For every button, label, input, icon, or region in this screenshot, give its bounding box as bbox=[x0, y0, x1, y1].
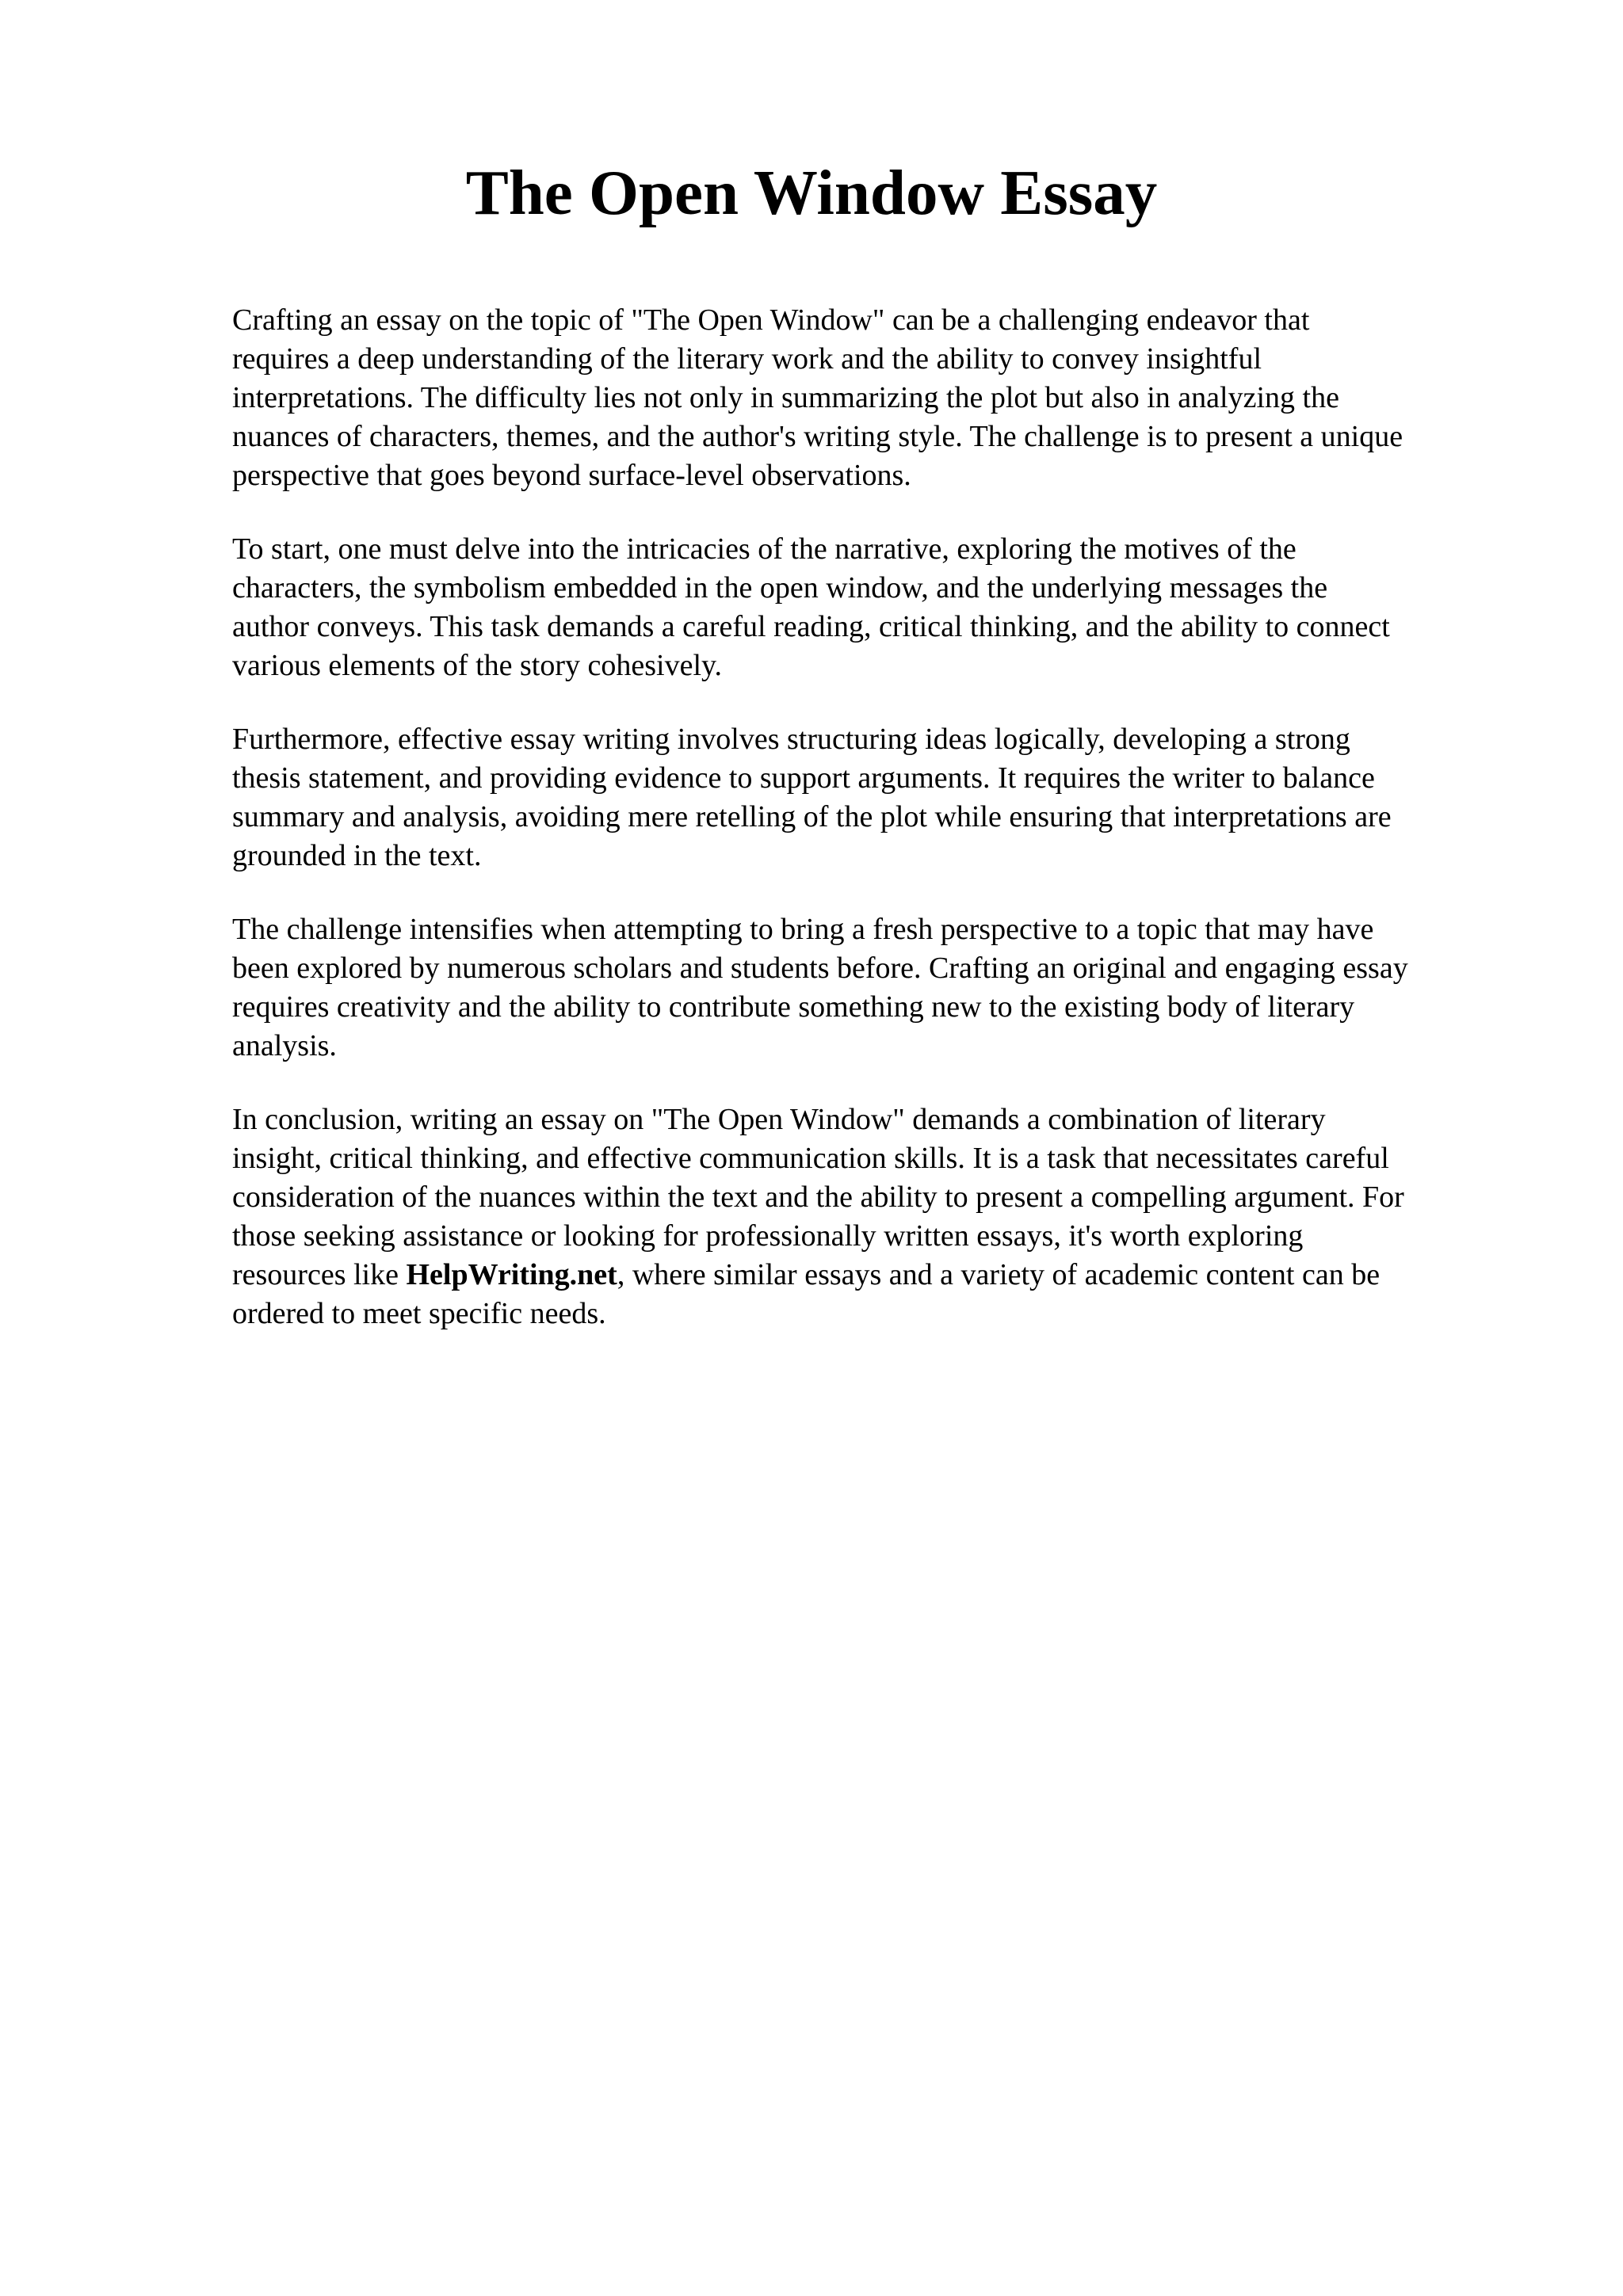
essay-body bbox=[232, 301, 1532, 1368]
paragraph-1 bbox=[232, 301, 1532, 495]
paragraph-line: analysis. bbox=[232, 1029, 337, 1062]
paragraph-line: consideration of the nuances within the text and the ability to present a compelling argument. For bbox=[232, 1180, 1404, 1214]
paragraph-line: been explored by numerous scholars and students before. Crafting an original and engaging essay bbox=[232, 952, 1408, 985]
paragraph-line: ordered to meet specific needs. bbox=[232, 1297, 606, 1330]
paragraph-line: various elements of the story cohesively. bbox=[232, 649, 723, 682]
link-suffix-text: , where similar essays and a variety of academic content can be bbox=[617, 1258, 1381, 1291]
paragraph-line: Furthermore, effective essay writing involves structuring ideas logically, developing a strong bbox=[232, 723, 1350, 756]
paragraph-line: those seeking assistance or looking for professionally written essays, it's worth exploring bbox=[232, 1219, 1304, 1253]
paragraph-line: characters, the symbolism embedded in the open window, and the underlying messages the bbox=[232, 571, 1328, 605]
paragraph-line: nuances of characters, themes, and the author's writing style. The challenge is to present a unique bbox=[232, 420, 1403, 453]
paragraph-line: interpretations. The difficulty lies not only in summarizing the plot but also in analyzing the bbox=[232, 381, 1339, 414]
paragraph-line: perspective that goes beyond surface-level observations. bbox=[232, 459, 911, 492]
paragraph-line: The challenge intensifies when attempting to bring a fresh perspective to a topic that may have bbox=[232, 913, 1374, 946]
paragraph-line: grounded in the text. bbox=[232, 839, 482, 872]
paragraph-5 bbox=[232, 1100, 1532, 1333]
helpwriting-link[interactable]: HelpWriting.net bbox=[406, 1258, 617, 1291]
paragraph-4 bbox=[232, 910, 1532, 1066]
paragraph-2 bbox=[232, 530, 1532, 685]
paragraph-3 bbox=[232, 720, 1532, 875]
paragraph-line: summary and analysis, avoiding mere retelling of the plot while ensuring that interpretations are bbox=[232, 800, 1392, 833]
link-prefix-text: resources like bbox=[232, 1258, 407, 1291]
paragraph-line-with-link bbox=[232, 1256, 1532, 1295]
paragraph-line: thesis statement, and providing evidence to support arguments. It requires the writer to balance bbox=[232, 761, 1375, 795]
paragraph-line: Crafting an essay on the topic of "The Open Window" can be a challenging endeavor that bbox=[232, 303, 1310, 337]
paragraph-line: In conclusion, writing an essay on "The Open Window" demands a combination of literary bbox=[232, 1103, 1326, 1136]
essay-title: The Open Window Essay bbox=[465, 157, 1158, 228]
paragraph-line: To start, one must delve into the intricacies of the narrative, exploring the motives of the bbox=[232, 532, 1296, 566]
paragraph-line: requires creativity and the ability to contribute something new to the existing body of literary bbox=[232, 990, 1355, 1024]
paragraph-line: requires a deep understanding of the literary work and the ability to convey insightful bbox=[232, 342, 1262, 376]
paragraph-line: author conveys. This task demands a careful reading, critical thinking, and the ability to connect bbox=[232, 610, 1390, 643]
paragraph-line: insight, critical thinking, and effective communication skills. It is a task that necessitates careful bbox=[232, 1142, 1389, 1175]
